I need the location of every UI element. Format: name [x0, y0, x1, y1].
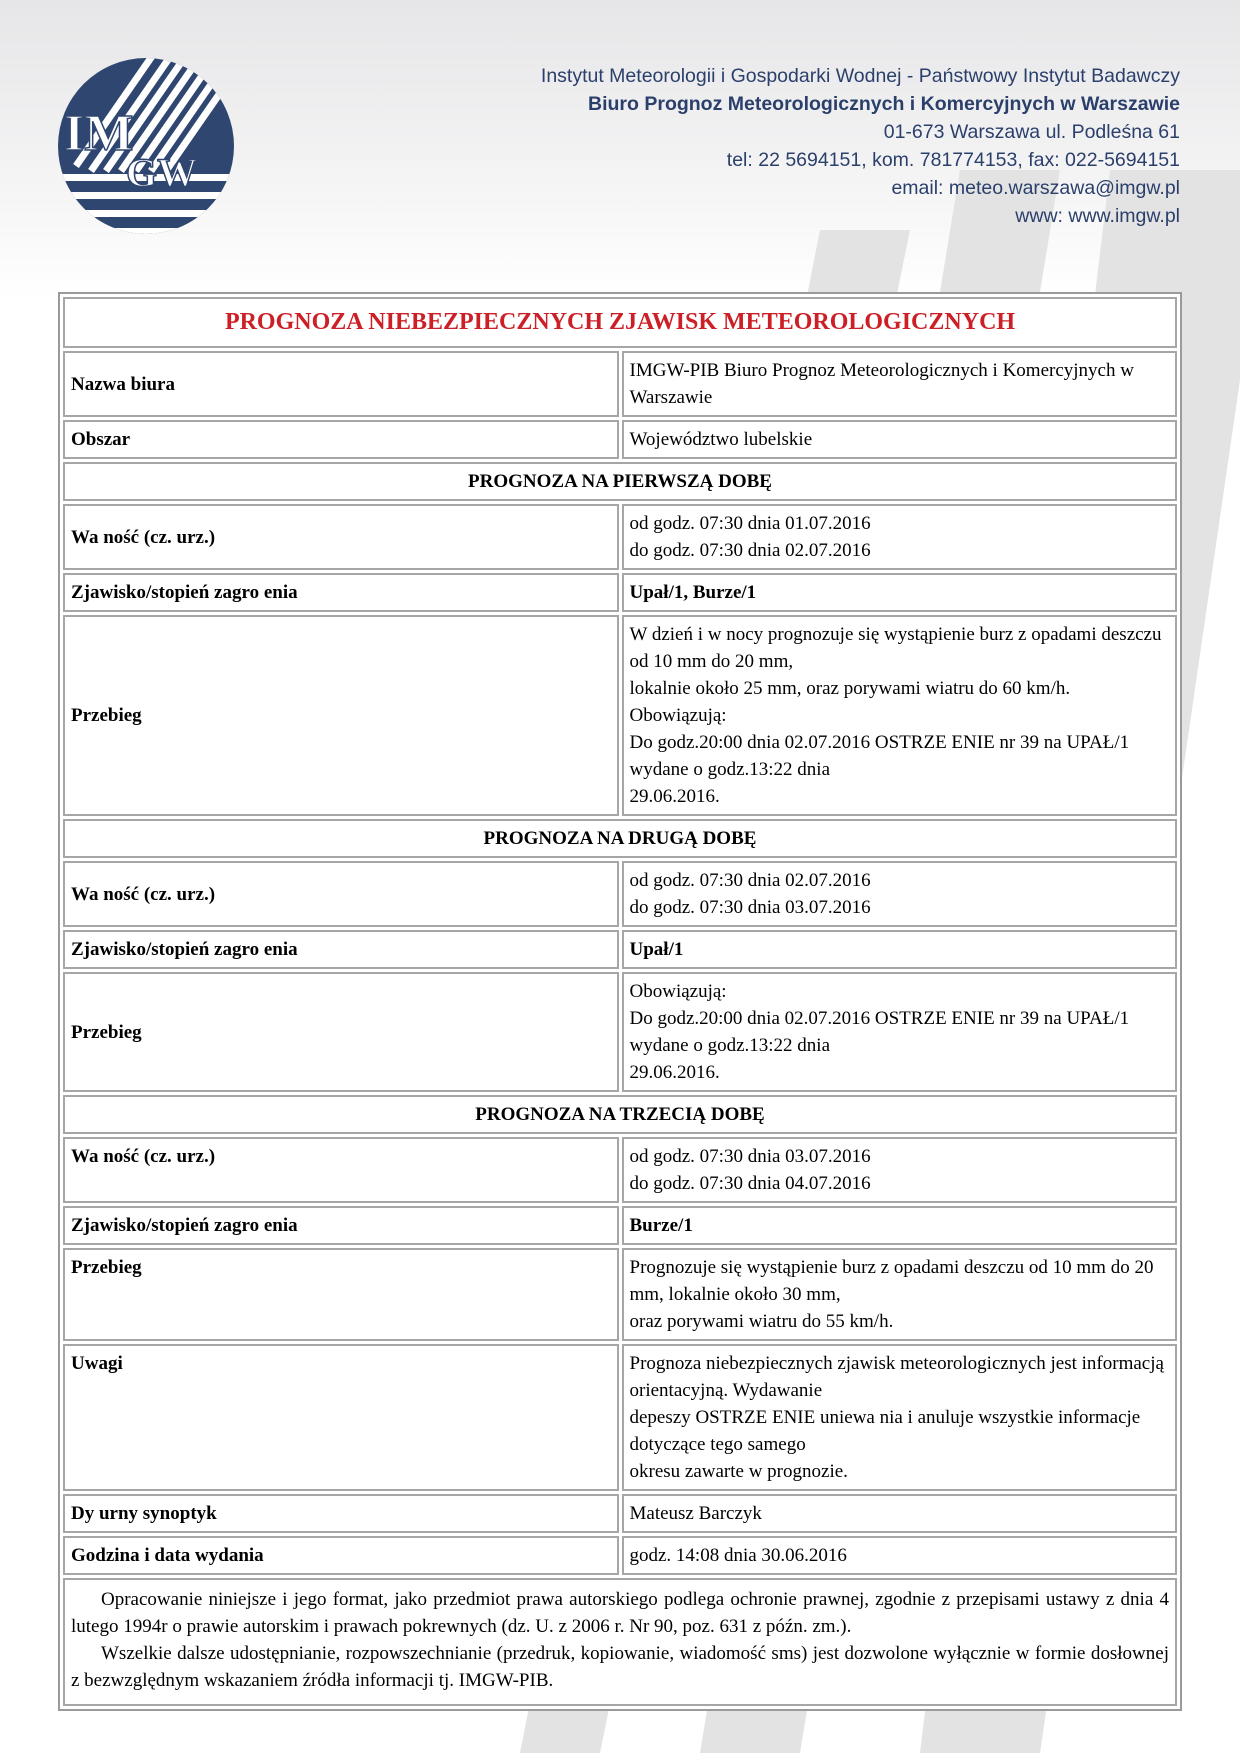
day1-validity-from: od godz. 07:30 dnia 01.07.2016 — [629, 513, 871, 534]
copyright-notice — [63, 1578, 1177, 1706]
day3-course-row — [63, 1248, 1177, 1341]
day3-course-line: Prognozuje się wystąpienie burz z opadami deszczu od 10 mm do 20 mm, lokalnie około 30 mm, — [629, 1257, 1154, 1305]
forecast-report-table — [58, 292, 1182, 1711]
day3-validity-value — [622, 1137, 1178, 1203]
day3-heading: PROGNOZA NA TRZECIĄ DOBĘ — [63, 1095, 1177, 1134]
forecaster-value: Mateusz Barczyk — [622, 1494, 1178, 1533]
org-name: Instytut Meteorologii i Gospodarki Wodnej - Państwowy Instytut Badawczy — [540, 65, 1180, 87]
issued-label: Godzina i data wydania — [63, 1536, 619, 1575]
day1-course-line: 29.06.2016. — [629, 786, 720, 807]
logo-text-bottom: GW — [126, 150, 198, 195]
day2-validity-to: do godz. 07:30 dnia 03.07.2016 — [629, 897, 871, 918]
day2-validity-label: Wa ność (cz. urz.) — [63, 861, 619, 927]
remarks-line: depeszy OSTRZE ENIE uniewa nia i anuluje wszystkie informacje dotyczące tego samego — [629, 1407, 1141, 1455]
office-email: email: meteo.warszawa@imgw.pl — [891, 177, 1180, 199]
day3-validity-label: Wa ność (cz. urz.) — [63, 1137, 619, 1203]
area-value: Województwo lubelskie — [622, 420, 1178, 459]
copyright-paragraph: Opracowanie niniejsze i jego format, jako przedmiot prawa autorskiego podlega ochronie prawnej, zgodnie z przepisami ustawy z dnia 4 lutego 1994r o prawie autorskim i prawach pokrewnych (dz. U. z 2006 r. Nr 90, poz. 631 z późn. zm.). — [71, 1589, 1169, 1637]
day3-phenomenon-row — [63, 1206, 1177, 1245]
day2-course-row — [63, 972, 1177, 1092]
day1-validity-to: do godz. 07:30 dnia 02.07.2016 — [629, 540, 871, 561]
copyright-row — [63, 1578, 1177, 1706]
office-row — [63, 351, 1177, 417]
day1-course-label: Przebieg — [63, 615, 619, 816]
issued-value: godz. 14:08 dnia 30.06.2016 — [622, 1536, 1178, 1575]
imgw-logo — [56, 56, 236, 236]
office-address: 01-673 Warszawa ul. Podleśna 61 — [883, 121, 1180, 143]
day2-validity-row — [63, 861, 1177, 927]
report-title: PROGNOZA NIEBEZPIECZNYCH ZJAWISK METEOROLOGICZNYCH — [63, 297, 1177, 348]
day1-validity-value — [622, 504, 1178, 570]
day3-validity-to: do godz. 07:30 dnia 04.07.2016 — [629, 1173, 871, 1194]
day1-course-line: Do godz.20:00 dnia 02.07.2016 OSTRZE ENIE nr 39 na UPAŁ/1 wydane o godz.13:22 dnia — [629, 732, 1130, 780]
remarks-label: Uwagi — [63, 1344, 619, 1491]
office-value: IMGW-PIB Biuro Prognoz Meteorologicznych i Komercyjnych w Warszawie — [622, 351, 1178, 417]
day1-course-value — [622, 615, 1178, 816]
day2-validity-value — [622, 861, 1178, 927]
area-row — [63, 420, 1177, 459]
remarks-row — [63, 1344, 1177, 1491]
area-label: Obszar — [63, 420, 619, 459]
day3-course-value — [622, 1248, 1178, 1341]
remarks-line: okresu zawarte w prognozie. — [629, 1461, 848, 1482]
office-phone: tel: 22 5694151, kom. 781774153, fax: 022-5694151 — [726, 149, 1180, 171]
day1-phenomenon-label: Zjawisko/stopień zagro enia — [63, 573, 619, 612]
forecaster-label: Dy urny synoptyk — [63, 1494, 619, 1533]
day2-course-value — [622, 972, 1178, 1092]
day2-validity-from: od godz. 07:30 dnia 02.07.2016 — [629, 870, 871, 891]
distribution-paragraph: Wszelkie dalsze udostępnianie, rozpowszechnianie (przedruk, kopiowanie, wiadomość sms) jest dozwolone wyłącznie w formie dosłownej z bezwzględnym wskazaniem źródła informacji tj. IMGW-PIB. — [71, 1643, 1169, 1691]
day1-phenomenon-value: Upał/1, Burze/1 — [622, 573, 1178, 612]
day1-course-line: Obowiązują: — [629, 705, 727, 726]
day2-heading: PROGNOZA NA DRUGĄ DOBĘ — [63, 819, 1177, 858]
day1-validity-row — [63, 504, 1177, 570]
day1-heading: PROGNOZA NA PIERWSZĄ DOBĘ — [63, 462, 1177, 501]
day2-phenomenon-value: Upał/1 — [622, 930, 1178, 969]
day2-phenomenon-label: Zjawisko/stopień zagro enia — [63, 930, 619, 969]
day2-course-line: Do godz.20:00 dnia 02.07.2016 OSTRZE ENIE nr 39 na UPAŁ/1 wydane o godz.13:22 dnia — [629, 1008, 1130, 1056]
day2-course-line: 29.06.2016. — [629, 1062, 720, 1083]
day3-phenomenon-value: Burze/1 — [622, 1206, 1178, 1245]
day1-course-line: W dzień i w nocy prognozuje się wystąpienie burz z opadami deszczu od 10 mm do 20 mm, — [629, 624, 1162, 672]
forecaster-row — [63, 1494, 1177, 1533]
day1-course-row — [63, 615, 1177, 816]
issued-row — [63, 1536, 1177, 1575]
logo-text-top: IM — [64, 105, 134, 162]
day2-course-line: Obowiązują: — [629, 981, 727, 1002]
day3-validity-row — [63, 1137, 1177, 1203]
remarks-line: Prognoza niebezpiecznych zjawisk meteorologicznych jest informacją orientacyjną. Wydawanie — [629, 1353, 1164, 1401]
remarks-value — [622, 1344, 1178, 1491]
organization-header — [541, 62, 1180, 230]
day1-phenomenon-row — [63, 573, 1177, 612]
office-website: www: www.imgw.pl — [1015, 205, 1180, 227]
office-name: Biuro Prognoz Meteorologicznych i Komercyjnych w Warszawie — [588, 93, 1180, 115]
day3-course-label: Przebieg — [63, 1248, 619, 1341]
day2-course-label: Przebieg — [63, 972, 619, 1092]
day1-course-line: lokalnie około 25 mm, oraz porywami wiatru do 60 km/h. — [629, 678, 1071, 699]
office-label: Nazwa biura — [63, 351, 619, 417]
day1-validity-label: Wa ność (cz. urz.) — [63, 504, 619, 570]
day2-phenomenon-row — [63, 930, 1177, 969]
day3-validity-from: od godz. 07:30 dnia 03.07.2016 — [629, 1146, 871, 1167]
day3-phenomenon-label: Zjawisko/stopień zagro enia — [63, 1206, 619, 1245]
day3-course-line: oraz porywami wiatru do 55 km/h. — [629, 1311, 894, 1332]
